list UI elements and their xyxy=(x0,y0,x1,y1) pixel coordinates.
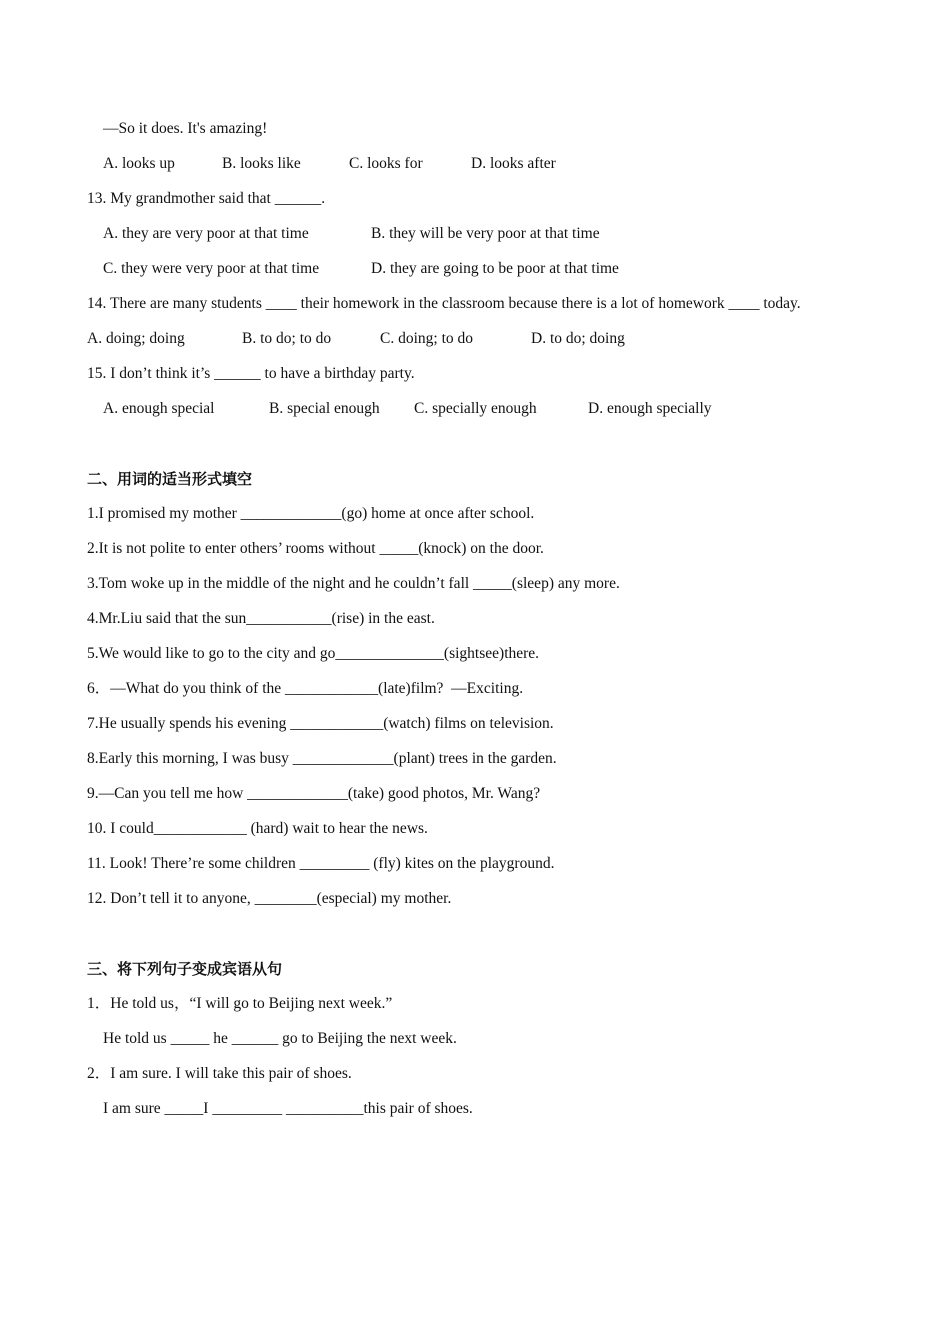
section-3-heading: 三、将下列句子变成宾语从句 xyxy=(87,960,283,978)
fill-item-7: 7.He usually spends his evening ____________(watch) films on television. xyxy=(87,715,554,732)
fill-item-10: 10. I could____________ (hard) wait to hear the news. xyxy=(87,820,428,837)
q12-dialog-line: —So it does. It's amazing! xyxy=(103,120,268,137)
q14-option-d: D. to do; doing xyxy=(531,330,625,347)
q14-option-c: C. doing; to do xyxy=(380,330,474,347)
q12-option-b: B. looks like xyxy=(222,155,301,172)
q15-option-c: C. specially enough xyxy=(414,400,537,417)
clause-question-2: 2．I am sure. I will take this pair of shoes. xyxy=(87,1065,352,1082)
fill-item-2: 2.It is not polite to enter others’ rooms without _____(knock) on the door. xyxy=(87,540,544,557)
fill-item-12: 12. Don’t tell it to anyone, ________(especial) my mother. xyxy=(87,890,452,907)
q14-option-a: A. doing; doing xyxy=(87,330,185,347)
q13-option-d: D. they are going to be poor at that time xyxy=(371,260,619,277)
clause-question-1: 1．He told us，“I will go to Beijing next week.” xyxy=(87,995,393,1012)
fill-item-4: 4.Mr.Liu said that the sun___________(rise) in the east. xyxy=(87,610,435,627)
q12-option-d: D. looks after xyxy=(471,155,556,172)
q15-stem: 15. I don’t think it’s ______ to have a birthday party. xyxy=(87,365,415,382)
clause-answer-2: I am sure _____I _________ __________this pair of shoes. xyxy=(103,1100,473,1117)
clause-answer-1: He told us _____ he ______ go to Beijing the next week. xyxy=(103,1030,457,1047)
q12-option-a: A. looks up xyxy=(103,155,175,172)
fill-item-1: 1.I promised my mother _____________(go) home at once after school. xyxy=(87,505,535,522)
q15-option-b: B. special enough xyxy=(269,400,380,417)
fill-item-5: 5.We would like to go to the city and go______________(sightsee)there. xyxy=(87,645,540,662)
q13-option-b: B. they will be very poor at that time xyxy=(371,225,600,242)
q14-option-b: B. to do; to do xyxy=(242,330,332,347)
section-2-heading: 二、用词的适当形式填空 xyxy=(87,470,253,488)
fill-item-9: 9.—Can you tell me how _____________(take) good photos, Mr. Wang? xyxy=(87,785,541,802)
q14-stem: 14. There are many students ____ their homework in the classroom because there is a lot of homework ____ today. xyxy=(87,295,801,312)
fill-item-8: 8.Early this morning, I was busy _____________(plant) trees in the garden. xyxy=(87,750,557,767)
q15-option-a: A. enough special xyxy=(103,400,215,417)
fill-item-6: 6．—What do you think of the ____________(late)film? —Exciting. xyxy=(87,680,524,697)
q13-option-c: C. they were very poor at that time xyxy=(103,260,320,277)
q13-stem: 13. My grandmother said that ______. xyxy=(87,190,326,207)
q13-option-a: A. they are very poor at that time xyxy=(103,225,309,242)
fill-item-11: 11. Look! There’re some children _________ (fly) kites on the playground. xyxy=(87,855,555,872)
q12-option-c: C. looks for xyxy=(349,155,423,172)
fill-item-3: 3.Tom woke up in the middle of the night and he couldn’t fall _____(sleep) any more. xyxy=(87,575,620,592)
q15-option-d: D. enough specially xyxy=(588,400,712,417)
